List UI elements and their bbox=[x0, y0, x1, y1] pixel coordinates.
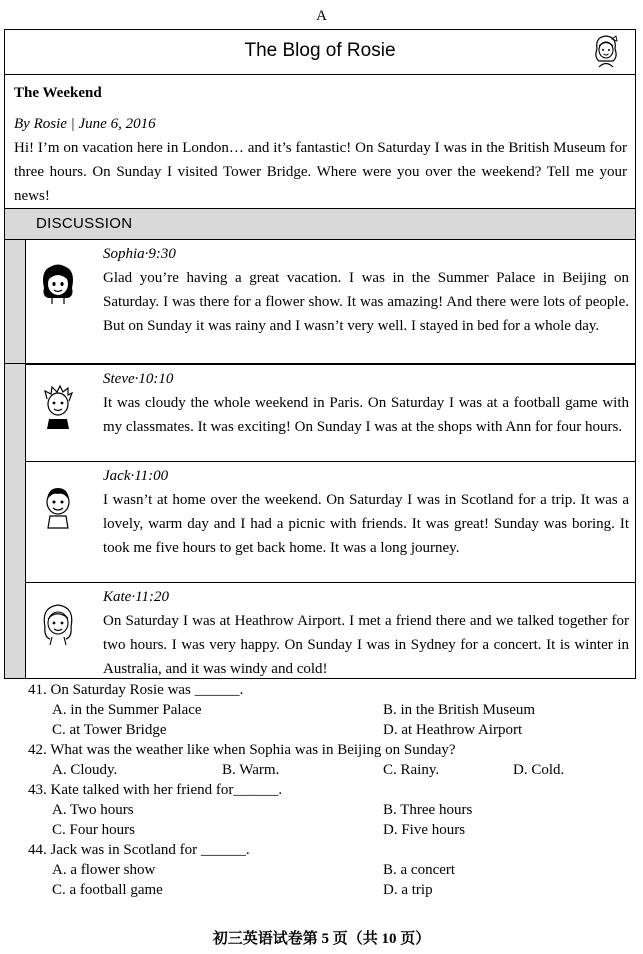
option: D. at Heathrow Airport bbox=[383, 722, 523, 738]
discussion-label: DISCUSSION bbox=[36, 215, 133, 232]
option-row bbox=[28, 880, 608, 900]
question-stem: 42. What was the weather like when Sophia was in Beijing on Sunday? bbox=[28, 742, 456, 758]
comment-author-time: Steve·10:10 bbox=[103, 371, 174, 387]
blog-panel bbox=[4, 29, 636, 679]
page-footer: 初三英语试卷第 5 页（共 10 页） bbox=[212, 931, 431, 947]
comment-kate bbox=[25, 582, 635, 679]
comment-sophia bbox=[25, 240, 635, 363]
girl-avatar-icon bbox=[38, 260, 78, 308]
option: A. a flower show bbox=[52, 862, 156, 878]
option-row bbox=[28, 860, 608, 880]
option: C. a football game bbox=[52, 882, 163, 898]
blog-header bbox=[5, 30, 635, 75]
option-row bbox=[28, 720, 608, 740]
comment-steve bbox=[25, 364, 635, 461]
section-label: A bbox=[316, 8, 327, 24]
option: C. Rainy. bbox=[383, 762, 440, 778]
option-row bbox=[28, 820, 608, 840]
option: B. a concert bbox=[383, 862, 456, 878]
post-byline: By Rosie | June 6, 2016 bbox=[14, 116, 156, 132]
question-stem: 44. Jack was in Scotland for ______. bbox=[28, 842, 250, 858]
discussion-gutter bbox=[5, 240, 25, 678]
question-list bbox=[28, 680, 608, 900]
option: D. Cold. bbox=[513, 762, 565, 778]
option: A. in the Summer Palace bbox=[52, 702, 202, 718]
boy-avatar-icon bbox=[38, 383, 78, 431]
option-row bbox=[28, 760, 608, 780]
option: B. Warm. bbox=[222, 762, 280, 778]
comment-author-time: Jack·11:00 bbox=[103, 468, 169, 484]
girl-avatar-icon bbox=[591, 33, 621, 71]
comment-author-time: Kate·11:20 bbox=[103, 589, 169, 605]
question-stem: 43. Kate talked with her friend for______. bbox=[28, 782, 283, 798]
boy-avatar-icon bbox=[38, 482, 78, 530]
post-heading: The Weekend bbox=[14, 85, 102, 101]
option-row bbox=[28, 700, 608, 720]
option: D. Five hours bbox=[383, 822, 466, 838]
question-stem: 41. On Saturday Rosie was ______. bbox=[28, 682, 244, 698]
blog-title: The Blog of Rosie bbox=[244, 40, 396, 61]
option: A. Cloudy. bbox=[52, 762, 118, 778]
option: C. at Tower Bridge bbox=[52, 722, 167, 738]
girl-avatar-icon bbox=[38, 599, 78, 647]
option: B. Three hours bbox=[383, 802, 473, 818]
comment-text: Glad you’re having a great vacation. I was in the Summer Palace in Beijing on Saturday. I was there for a flower show. It was amazing! And there were lots of people. But on Sunday it was rainy and I wasn’t very well. I stayed in bed for a whole day. bbox=[103, 270, 629, 334]
comment-text: It was cloudy the whole weekend in Paris. On Saturday I was at a football game with my classmates. It was exciting! On Sunday I was at the shops with Ann for four hours. bbox=[103, 395, 629, 435]
comment-text: I wasn’t at home over the weekend. On Saturday I was in Scotland for a trip. It was a lovely, warm day and I had a picnic with friends. It was great! Sunday was boring. It took me five hours to get back home. It was a long journey. bbox=[103, 492, 629, 556]
comment-jack bbox=[25, 461, 635, 582]
option-row bbox=[28, 800, 608, 820]
blog-post bbox=[5, 75, 635, 208]
option: C. Four hours bbox=[52, 822, 135, 838]
option: A. Two hours bbox=[52, 802, 134, 818]
option: D. a trip bbox=[383, 882, 433, 898]
post-text: Hi! I’m on vacation here in London… and it’s fantastic! On Saturday I was in the British Museum for three hours. On Sunday I visited Tower Bridge. Where were you over the weekend? Tell me your news! bbox=[14, 140, 627, 204]
discussion-header bbox=[5, 208, 635, 240]
comment-author-time: Sophia·9:30 bbox=[103, 246, 176, 262]
option: B. in the British Museum bbox=[383, 702, 536, 718]
comment-text: On Saturday I was at Heathrow Airport. I met a friend there and we talked together for two hours. I was very happy. On Sunday I was in Sydney for a concert. It is winter in Australia, and it was windy and cold! bbox=[103, 613, 629, 677]
